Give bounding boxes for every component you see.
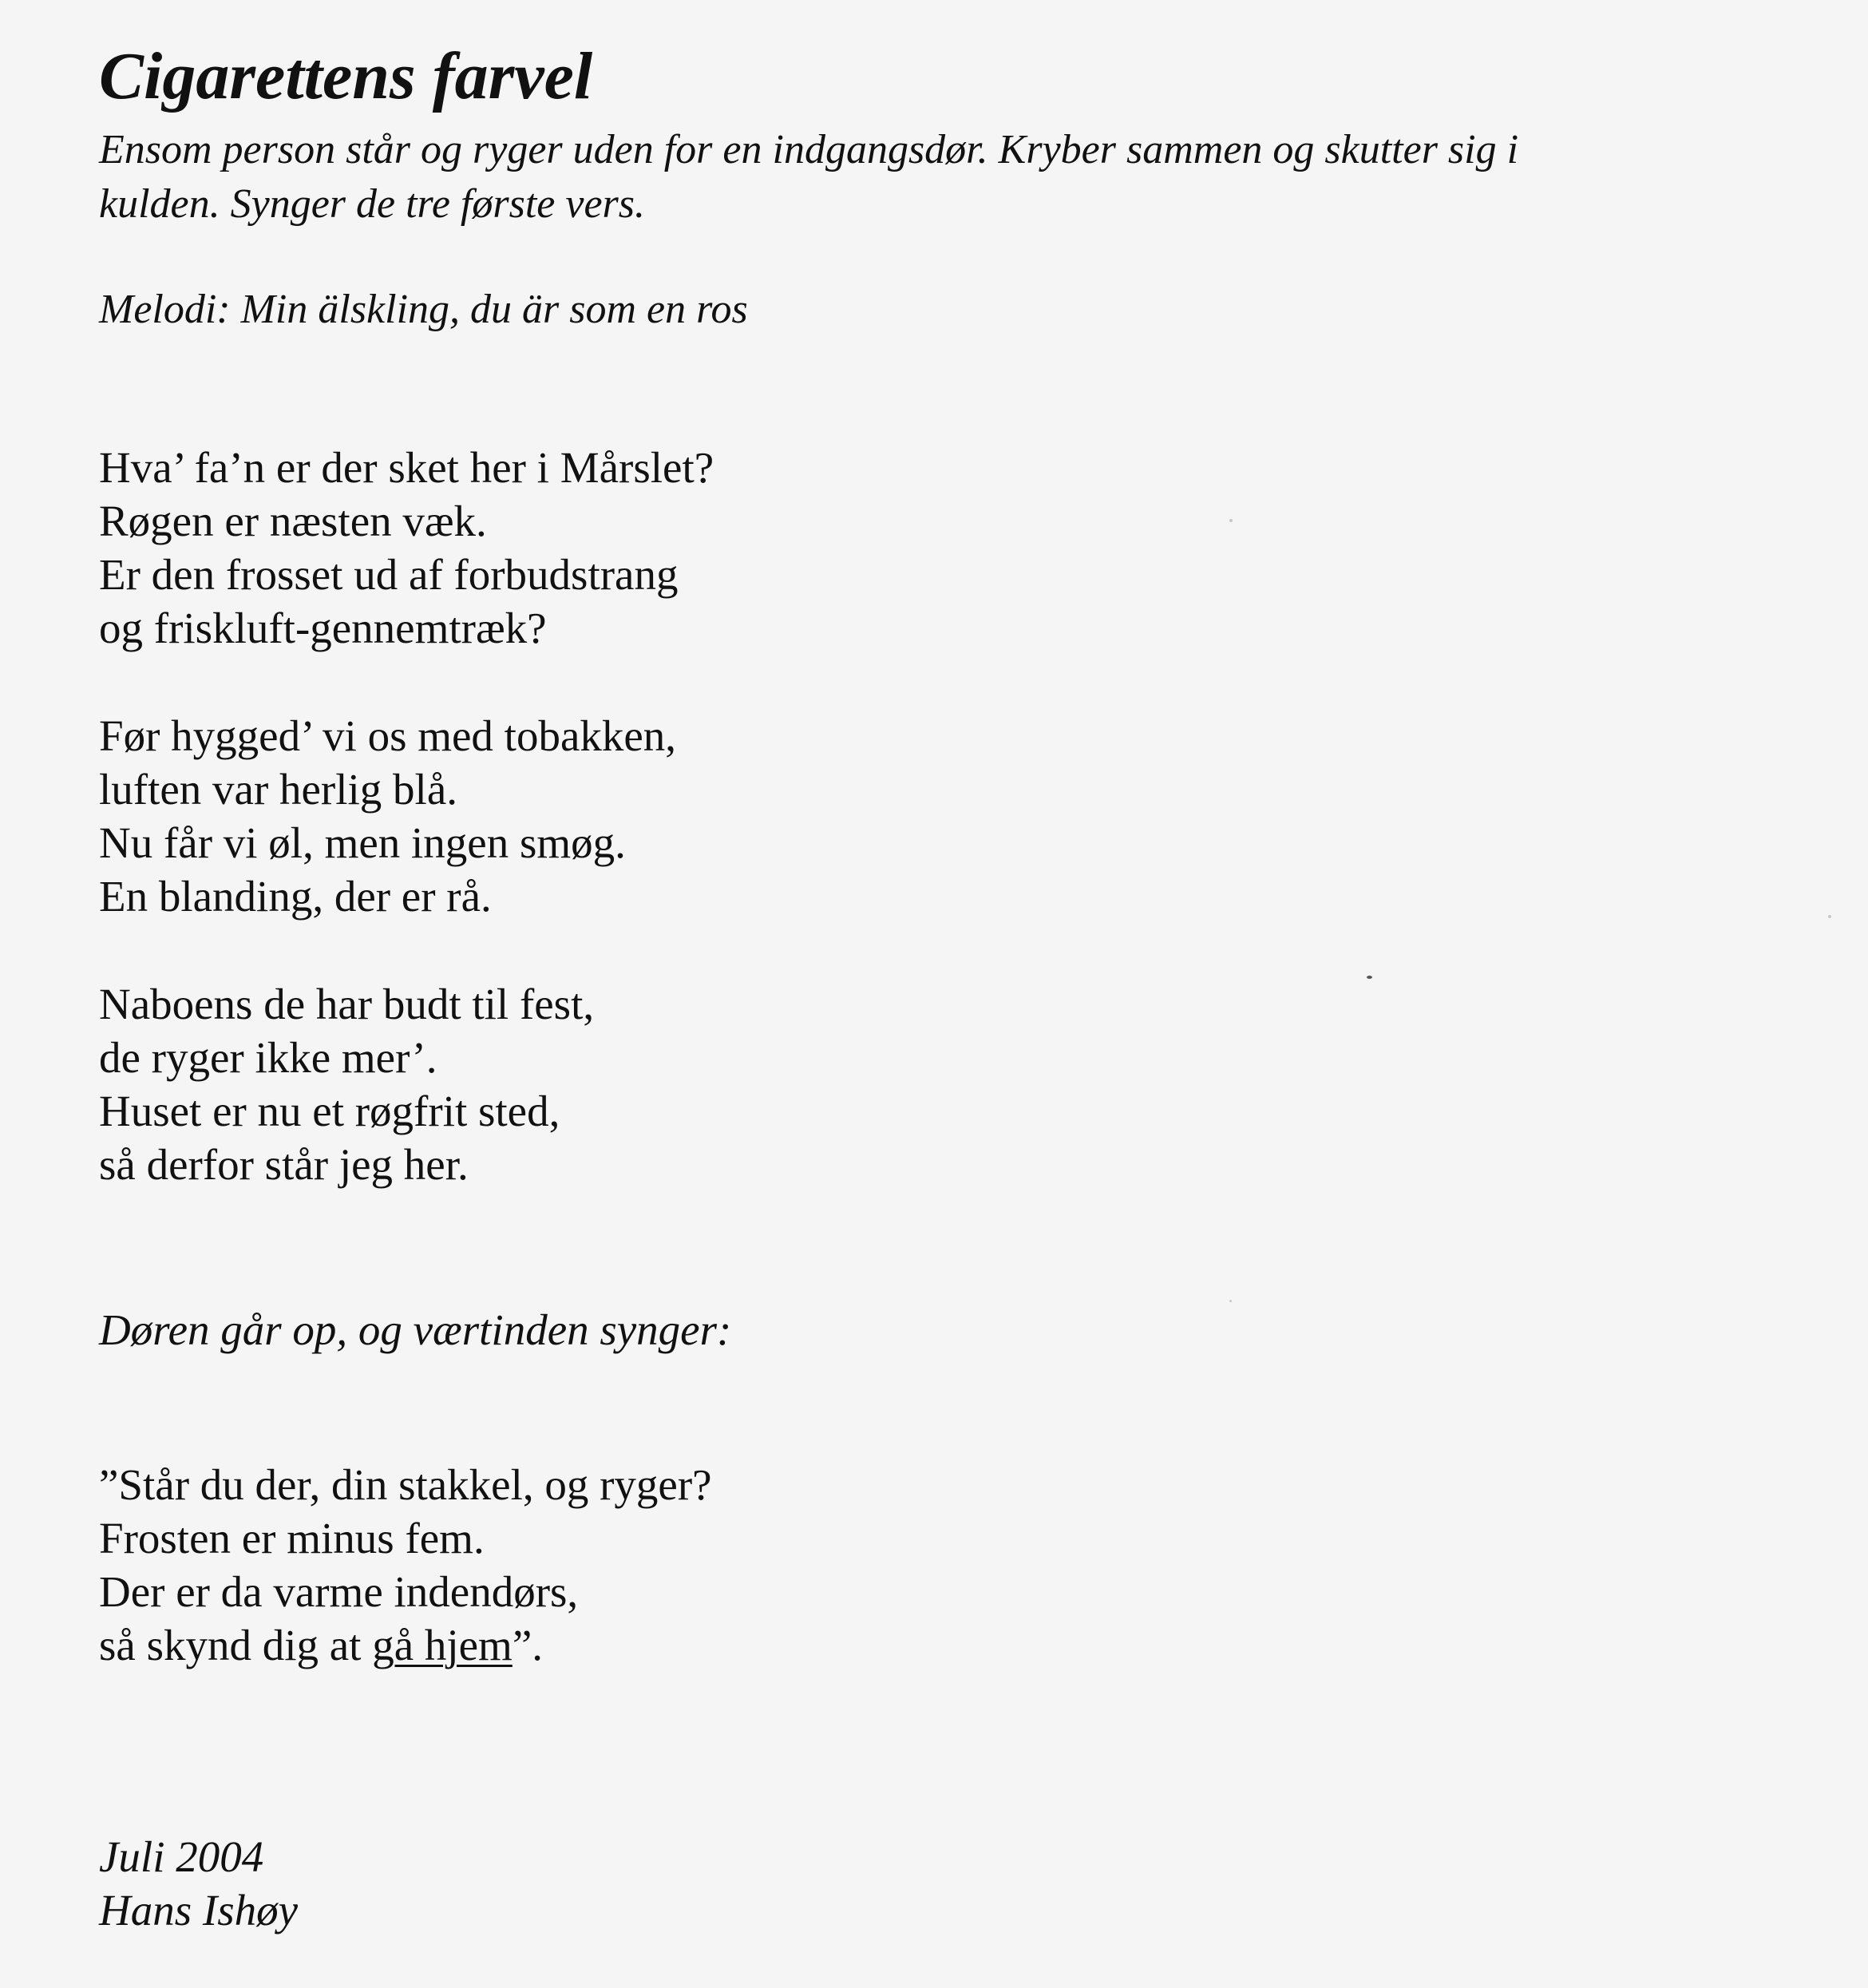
verse-line: luften var herlig blå. — [99, 765, 457, 814]
interlude-line: Døren går op, og værtinden synger: — [99, 1305, 732, 1354]
stage-direction-line-2: kulden. Synger de tre første vers. — [99, 181, 645, 227]
verse-line: Er den frosset ud af forbudstrang — [99, 550, 679, 599]
verse-line: og friskluft-gennemtræk? — [99, 604, 547, 652]
verse-line: ”Står du der, din stakkel, og ryger? — [99, 1460, 712, 1509]
verse-2 — [99, 709, 676, 923]
poem-title: Cigarettens farvel — [99, 39, 593, 113]
verse-line: Der er da varme indendørs, — [99, 1567, 579, 1616]
verse-line-last — [99, 1618, 712, 1672]
verse-line: Huset er nu et røgfrit sted, — [99, 1087, 560, 1135]
last-line-suffix: ”. — [512, 1621, 544, 1669]
verse-line: Nu får vi øl, men ingen smøg. — [99, 818, 626, 867]
verse-line: så derfor står jeg her. — [99, 1140, 469, 1189]
verse-line: Før hygged’ vi os med tobakken, — [99, 711, 677, 760]
melody-line: Melodi: Min älskling, du är som en ros — [99, 287, 748, 332]
scan-speck — [1229, 519, 1233, 522]
verse-line: Naboens de har budt til fest, — [99, 980, 595, 1028]
stage-direction-line-1: Ensom person står og ryger uden for en indgangsdør. Kryber sammen og skutter sig i — [99, 127, 1519, 172]
underlined-phrase: gå hjem — [372, 1621, 513, 1669]
verse-1 — [99, 441, 714, 655]
verse-line: Hva’ fa’n er der sket her i Mårslet? — [99, 443, 714, 492]
verse-3 — [99, 977, 594, 1191]
verse-line: Røgen er næsten væk. — [99, 497, 487, 545]
scan-speck — [1367, 976, 1372, 979]
verse-line: Frosten er minus fem. — [99, 1514, 485, 1562]
scan-speck — [1828, 915, 1831, 918]
author-line: Hans Ishøy — [99, 1886, 299, 1935]
final-verse — [99, 1458, 712, 1672]
date-line: Juli 2004 — [99, 1832, 264, 1881]
signoff — [99, 1830, 298, 1937]
verse-line: En blanding, der er rå. — [99, 872, 492, 921]
last-line-prefix: så skynd dig at — [99, 1621, 373, 1669]
verse-line: de ryger ikke mer’. — [99, 1033, 437, 1082]
scan-speck — [1229, 1300, 1232, 1302]
